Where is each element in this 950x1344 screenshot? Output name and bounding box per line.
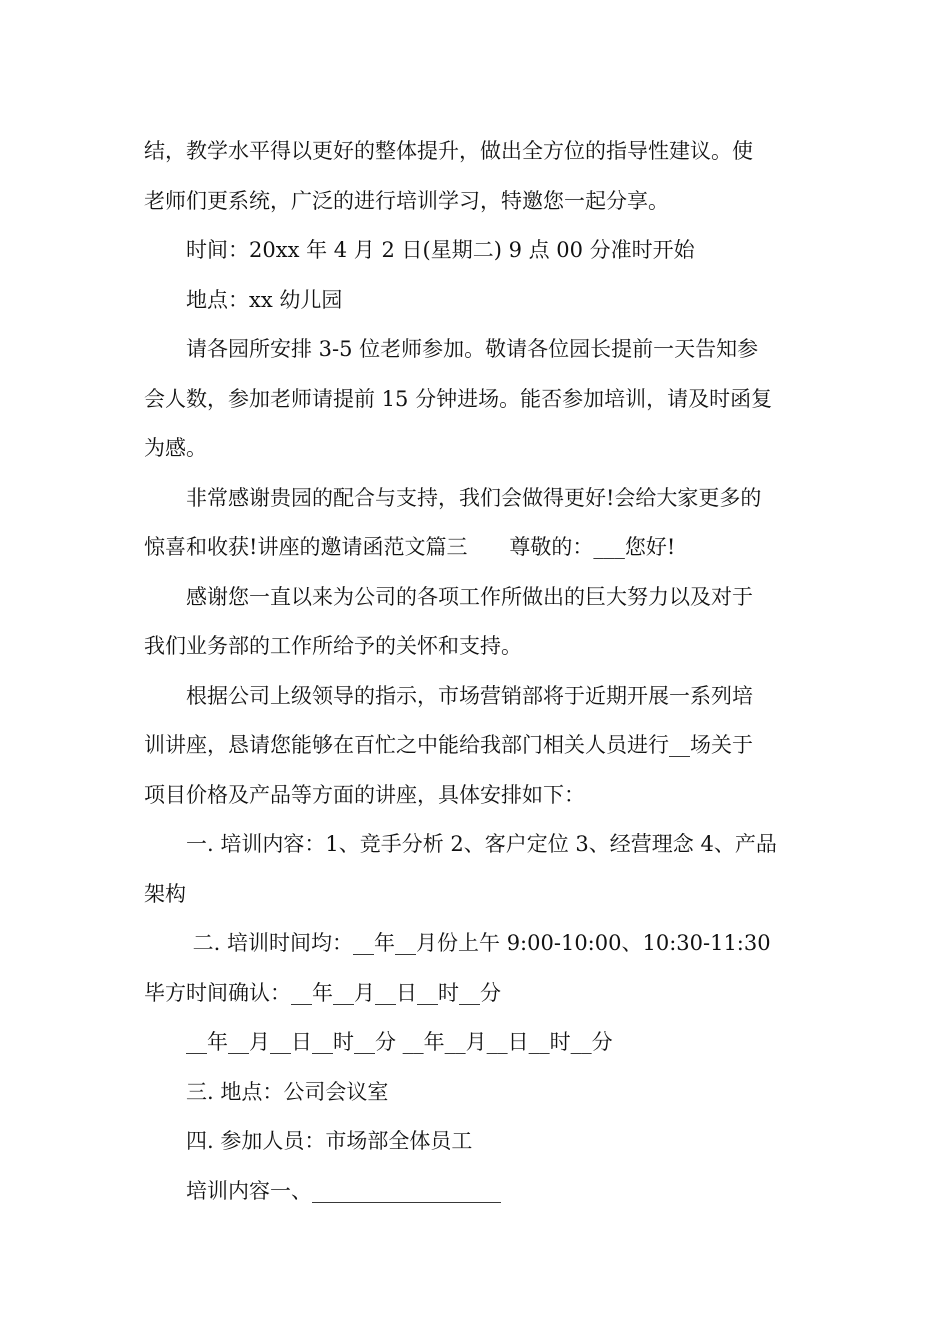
text-line-2: 老师们更系统，广泛的进行培训学习，特邀您一起分享。 [144, 188, 669, 213]
text-line-22: 培训内容一、__________________ [144, 1178, 501, 1203]
document-body [144, 127, 808, 1216]
text-line-5: 请各园所安排 3-5 位老师参加。敬请各位园长提前一天告知参 [144, 337, 759, 361]
text-line-1: 结，教学水平得以更好的整体提升，做出全方位的指导性建议。使 [144, 139, 753, 163]
text-line-11: 我们业务部的工作所给予的关怀和支持。 [144, 634, 522, 658]
text-line-9: 惊喜和收获!讲座的邀请函范文篇三 尊敬的：___您好! [144, 535, 676, 559]
text-line-13: 训讲座，恳请您能够在百忙之中能给我部门相关人员进行__场关于 [144, 733, 753, 757]
text-line-12: 根据公司上级领导的指示，市场营销部将于近期开展一系列培 [144, 683, 753, 708]
text-line-14: 项目价格及产品等方面的讲座，具体安排如下： [144, 782, 585, 807]
text-line-7: 为感。 [144, 436, 207, 460]
text-line-18: 毕方时间确认：__年__月__日__时__分 [144, 980, 501, 1005]
text-line-15: 一. 培训内容：1、竞手分析 2、客户定位 3、经营理念 4、产品 [144, 832, 777, 856]
text-line-16: 架构 [144, 881, 186, 906]
text-line-20: 三. 地点：公司会议室 [144, 1079, 389, 1104]
text-line-19: __年__月__日__时__分 __年__月__日__时__分 [144, 1030, 613, 1054]
text-line-6: 会人数，参加老师请提前 15 分钟进场。能否参加培训，请及时函复 [144, 386, 773, 411]
text-line-8: 非常感谢贵园的配合与支持，我们会做得更好!会给大家更多的 [144, 485, 762, 510]
text-line-3: 时间：20xx 年 4 月 2 日(星期二) 9 点 00 分准时开始 [144, 238, 695, 262]
text-line-17: 二. 培训时间均：__年__月份上午 9:00-10:00、10:30-11:30 [144, 931, 771, 955]
text-line-21: 四. 参加人员：市场部全体员工 [144, 1129, 473, 1153]
text-line-10: 感谢您一直以来为公司的各项工作所做出的巨大努力以及对于 [144, 584, 753, 609]
text-line-4: 地点：xx 幼儿园 [144, 287, 343, 312]
